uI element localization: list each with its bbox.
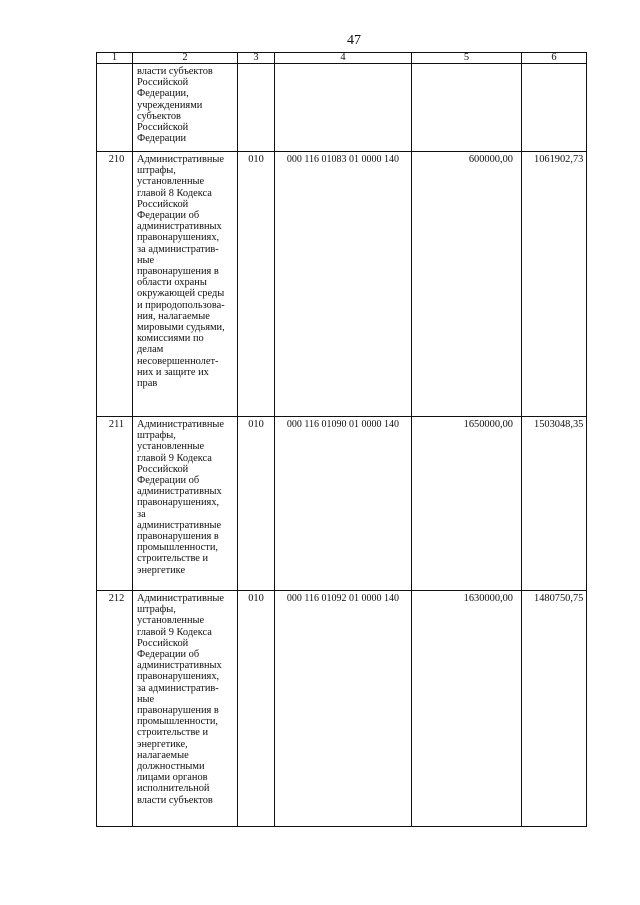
header-row [97,53,587,64]
row-value-col5: 1650000,00 [412,417,522,591]
table-row [97,152,587,417]
row-value-col6: 1480750,75 [522,591,587,827]
row-number: 212 [97,591,133,827]
row-value-col6 [522,64,587,152]
row-value-col5 [412,64,522,152]
column-header-3: 3 [238,53,275,64]
row-code-col3: 010 [238,591,275,827]
row-description: Административные штрафы, установленные главой 9 Кодекса Российской Федерации об административных правонарушениях, за административные правонарушения в промышленности, строительстве и энергетике [133,417,238,591]
row-code-col3 [238,64,275,152]
row-description: Административные штрафы, установленные главой 9 Кодекса Российской Федерации об административных правонарушениях, за административ- ные правонарушения в промышленности, строительстве и энергетике, налагаемые должностными лицами органов исполнительной власти субъектов [133,591,238,827]
page-number: 47 [347,33,361,48]
column-header-6: 6 [522,53,587,64]
row-description: власти субъектов Российской Федерации, учреждениями субъектов Российской Федерации [133,64,238,152]
table-row [97,64,587,152]
row-value-col6: 1503048,35 [522,417,587,591]
row-code-col3: 010 [238,417,275,591]
row-number: 210 [97,152,133,417]
budget-table [96,52,587,827]
row-description: Административные штрафы, установленные главой 8 Кодекса Российской Федерации об административных правонарушениях, за административ- ные правонарушения в области охраны окружающей среды и природопользова- ния, налагаемые мировыми судьями, комиссиями по делам несовершеннолет- них и защите их прав [133,152,238,417]
row-number [97,64,133,152]
row-code-col4: 000 116 01090 01 0000 140 [275,417,412,591]
row-code-col4: 000 116 01083 01 0000 140 [275,152,412,417]
table-row [97,417,587,591]
column-header-1: 1 [97,53,133,64]
row-code-col3: 010 [238,152,275,417]
row-code-col4 [275,64,412,152]
column-header-4: 4 [275,53,412,64]
row-value-col5: 1630000,00 [412,591,522,827]
row-number: 211 [97,417,133,591]
row-value-col5: 600000,00 [412,152,522,417]
column-header-2: 2 [133,53,238,64]
column-header-5: 5 [412,53,522,64]
row-code-col4: 000 116 01092 01 0000 140 [275,591,412,827]
table-row [97,591,587,827]
row-value-col6: 1061902,73 [522,152,587,417]
